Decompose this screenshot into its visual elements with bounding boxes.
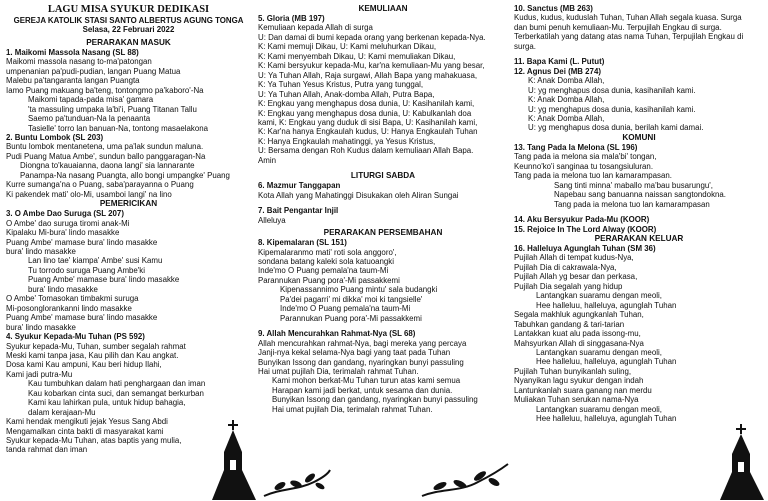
text-line: Maikomi massola nasang to-ma'patongan: [6, 57, 152, 67]
text-line: Hee halleluu, halleluya, agunglah Tuhan: [536, 300, 677, 310]
text-line: Lantangkan suaramu dengan meoli,: [536, 291, 662, 301]
section-heading: PERARAKAN PERSEMBAHAN: [323, 228, 443, 238]
song-title: 1. Maikomi Massola Nasang (SL 88): [6, 47, 139, 57]
text-line: Syukur kepada-Mu, Tuhan, sumber segalah rahmat: [6, 341, 186, 351]
text-line: Lan lino tae' kiampa' Ambe' susi Kamu: [28, 256, 163, 266]
text-line: Tang pada ia melona sia mala'bi' tongan,: [514, 152, 657, 162]
song-title: 11. Bapa Kami (L. Putut): [514, 57, 605, 67]
text-line: U: yg menghapus dosa dunia, kasihanilah kami.: [528, 104, 696, 114]
text-line: Malebu pa'tangaranta langan Puangta: [6, 76, 140, 86]
text-line: Hai umat pujilah Dia, terimalah rahmat Tuhan.: [258, 366, 419, 376]
song-title: Selasa, 22 Februari 2022: [82, 25, 175, 35]
text-line: Kota Allah yang Mahatinggi Disukakan oleh Aliran Sungai: [258, 190, 459, 200]
song-title: 14. Aku Bersyukur Pada-Mu (KOOR): [514, 215, 650, 225]
text-line: K: Anak Domba Allah,: [528, 113, 605, 123]
text-line: Syukur kepada-Mu Tuhan, atas baptis yang mulia,: [6, 436, 182, 446]
text-line: Bunyikan Issong dan gandang, nyaringkan bunyi passuling: [258, 357, 464, 367]
song-title: 16. Halleluya Agunglah Tuhan (SM 36): [514, 243, 656, 253]
text-line: Parannukan Puang pora'-Mi passakkemi: [280, 313, 422, 323]
text-line: U: yg menghapus dosa dunia, berilah kami damai.: [528, 123, 704, 133]
song-title: 4. Syukur Kepada-Mu Tuhan (PS 592): [6, 332, 145, 342]
text-line: Kipalaku Mi-bura' lindo masakke: [6, 228, 120, 238]
column-left: [6, 4, 251, 455]
text-line: sondana batang kaleki sola katuoangki: [258, 256, 394, 266]
section-heading: KEMULIAAN: [358, 4, 408, 13]
text-line: umpenanian pa'pudi-pudian, langan Puang Matua: [6, 66, 181, 76]
text-line: U: Bersama dengan Roh Kudus dalam kemuliaan Allah Bapa.: [258, 146, 474, 156]
vine-ornament-icon: [420, 462, 510, 500]
section-heading: LITURGI SABDA: [350, 171, 416, 181]
text-line: Mengamalkan cinta bakti di masyarakat kami: [6, 426, 164, 436]
text-line: Panampa-Na nasang Puangta, allo bongi umpangke' Puang: [20, 170, 230, 180]
text-line: Kipemalaranmo mati' roti sola anggoro',: [258, 247, 397, 257]
text-line: Kipenassannimo Puang mintu' sala budangki: [280, 285, 438, 295]
text-line: Allah mencurahkan rahmat-Nya, bagi mereka yang percaya: [258, 338, 467, 348]
text-line: Amin: [258, 155, 276, 165]
text-line: Pujilah Dia segalah yang hidup: [514, 281, 623, 291]
text-line: dan bumi penuh kemuliaan-Mu. Terpujilah Engkau di surga.: [514, 22, 722, 32]
text-line: Puang Ambe' mamase bura' lindo masakke: [6, 237, 158, 247]
text-line: Kemuliaan kepada Allah di surga: [258, 23, 373, 33]
section-heading: PEMERICIKAN: [99, 199, 158, 209]
text-line: Lantangkan suaramu dengan meoli,: [536, 404, 662, 414]
text-line: Kau kobarkan cinta suci, dan semangat berkurban: [28, 388, 204, 398]
text-line: Kudus, kudus, kuduslah Tuhan, Tuhan Allah segala kuasa. Surga: [514, 13, 742, 23]
song-title: 9. Allah Mencurahkan Rahmat-Nya (SL 68): [258, 329, 416, 339]
vine-ornament-icon: [262, 468, 332, 500]
text-line: Hai umat pujilah Dia, terimalah rahmat Tuhan.: [272, 404, 433, 414]
text-line: Kurre sumanga'na o Puang, saba'parayanna o Puang: [6, 180, 194, 190]
song-title: 6. Mazmur Tanggapan: [258, 181, 341, 191]
document-title: LAGU MISA SYUKUR DEDIKASI: [47, 4, 210, 15]
song-title: 5. Gloria (MB 197): [258, 14, 325, 23]
song-title: 12. Agnus Dei (MB 274): [514, 66, 601, 76]
text-line: K: Kami bersyukur kepada-Mu, kar'na kemuliaan-Mu yang besar,: [258, 61, 485, 71]
text-line: U: Ya Tuhan Allah, Raja surgawi, Allah Bapa yang mahakuasa,: [258, 70, 478, 80]
text-line: Pa'dei pagarri' mi dikka' moi ki tangsielle': [280, 294, 423, 304]
text-line: Pujilah Tuhan bunyikanlah suling,: [514, 366, 632, 376]
text-line: 'ta massuling umpaka la'bi'i, Puang Titanan Tallu: [28, 104, 197, 114]
text-line: Buntu lombok mentanetena, uma pa'lak sundun maluna.: [6, 142, 204, 152]
text-line: Janji-nya kekal selama-Nya bagi yang taat pada Tuhan: [258, 348, 451, 358]
text-line: Nyanyikan lagu syukur dengan indah: [514, 376, 644, 386]
text-line: Puang Ambe' mamase bura' lindo masakke: [28, 275, 180, 285]
text-line: Saemo pa'tunduan-Na la penaanta: [28, 114, 151, 124]
column-right: [514, 4, 764, 424]
text-line: Pudi Puang Matua Ambe', sundun ballo panggaragan-Na: [6, 151, 206, 161]
song-title: GEREJA KATOLIK STASI SANTO ALBERTUS AGUNG TONGA: [13, 16, 244, 25]
text-line: bura' lindo masakke: [6, 246, 76, 256]
song-title: 7. Bait Pengantar Injil: [258, 206, 339, 216]
church-icon: [212, 420, 256, 500]
song-title: 10. Sanctus (MB 263): [514, 4, 593, 13]
song-title: 15. Rejoice In The Lord Alway (KOOR): [514, 224, 657, 234]
text-line: K: Kar'na hanya Engkaulah kudus, U: Hanya Engkaulah Tuhan: [258, 127, 478, 137]
text-line: K: Anak Domba Allah,: [528, 95, 605, 105]
text-line: Tang pada ia melona tuo lan kamarampasan.: [514, 171, 672, 181]
text-line: K: Hanya Engkaulah mahatinggi, ya Yesus Kristus,: [258, 136, 436, 146]
text-line: O Ambe' Tomasokan timbakmi suruga: [6, 294, 139, 304]
text-line: Mi-posonglorankanni lindo masakke: [6, 303, 132, 313]
text-line: K: Kami menyembah Dikau, U: Kami memuliakan Dikau,: [258, 51, 456, 61]
text-line: Sang tinti minna' maballo ma'bau busarungu',: [554, 180, 713, 190]
text-line: bura' lindo masakke: [28, 284, 98, 294]
text-line: Kami mohon berkat-Mu Tuhan turun atas kami semua: [272, 376, 461, 386]
text-line: Kami hendak mengikuti jejak Yesus Sang Abdi: [6, 417, 168, 427]
text-line: Terberkatilah yang datang atas nama Tuhan, Terpujilah Engkau di: [514, 32, 744, 42]
text-line: U: Dan damai di bumi kepada orang yang berkenan kepada-Nya.: [258, 32, 486, 42]
text-line: Kau tumbuhkan dalam hati penghargaan dan iman: [28, 379, 206, 389]
text-line: K: Kami memuji Dikau, U: Kami meluhurkan Dikau,: [258, 42, 437, 52]
text-line: U: yg menghapus dosa dunia, kasihanilah kami.: [528, 85, 696, 95]
text-line: Lantakkan kuat alu pada issong-mu,: [514, 329, 641, 339]
text-line: Mahsyurkan Allah di singgasana-Nya: [514, 338, 644, 348]
text-line: kami, K: Engkau yang duduk di sisi Bapa, U: Kasihanilah kami,: [258, 117, 478, 127]
text-line: Alleluya: [258, 215, 286, 225]
text-line: bura' lindo masakke: [6, 322, 76, 332]
text-line: O Ambe' dao suruga tiromi anak-Mi: [6, 218, 130, 228]
text-line: Kami jadi putra-Mu: [6, 369, 73, 379]
text-line: dalam kerajaan-Mu: [28, 407, 96, 417]
text-line: Dosa kami Kau ampuni, Kau beri hidup Ilahi,: [6, 360, 162, 370]
text-line: Hee halleluu, halleluya, agunglah Tuhan: [536, 414, 677, 424]
text-line: Puang Ambe' mamase bura' lindo masakke: [6, 313, 158, 323]
text-line: Parannukan Puang pora'-Mi passakkemi: [258, 275, 400, 285]
text-line: U: Ya Tuhan Allah, Anak-domba Allah, Putra Bapa,: [258, 89, 435, 99]
text-line: K: Anak Domba Allah,: [528, 76, 605, 86]
text-line: Inde'mo O Puang pemala'na taum-Mi: [280, 304, 411, 314]
section-heading: KOMUNI: [622, 132, 656, 142]
text-line: Napebau sang banuanna naissan sangtondokna.: [554, 190, 726, 200]
text-line: Muliakan Tuhan serukan nama-Nya: [514, 395, 639, 405]
text-line: Tasielle' torro lan banuan-Na, tontong masaelakona: [28, 123, 209, 133]
text-line: Pujilah Dia di cakrawala-Nya,: [514, 262, 617, 272]
text-line: Lantunkanlah suara ganang nan merdu: [514, 385, 652, 395]
song-title: 8. Kipemalaran (SL 151): [258, 238, 347, 248]
song-title: 3. O Ambe Dao Suruga (SL 207): [6, 209, 124, 219]
text-line: K: Engkau yang menghapus dosa dunia, U: Kabulkanlah doa: [258, 108, 472, 118]
text-line: Bunyikan Issong dan gandang, nyaringkan bunyi passuling: [272, 395, 478, 405]
text-line: surga.: [514, 41, 536, 51]
text-line: Iamo Puang makuang ba'teng, tontongmo pa'kaboro'-Na: [6, 85, 204, 95]
text-line: Lantangkan suaramu dengan meoli,: [536, 347, 662, 357]
text-line: Hee halleluu, halleluya, agunglah Tuhan: [536, 357, 677, 367]
section-heading: PERARAKAN MASUK: [86, 37, 171, 47]
text-line: Keunno'ko'i sanginaa tu tosangsiuluran.: [514, 161, 654, 171]
text-line: K: Ya Tuhan Yesus Kristus, Putra yang tunggal,: [258, 80, 424, 90]
text-line: Diongna to'kauaianna, daona langi' sia lannarante: [20, 161, 195, 171]
text-line: Ki pakendek mati' olo-Mi, usamboi langi' na lino: [6, 189, 172, 199]
church-icon: [720, 424, 764, 500]
text-line: Kami kau lahirkan pula, untuk hidup bahagia,: [28, 398, 186, 408]
section-heading: PERARAKAN KELUAR: [594, 233, 684, 243]
text-line: Harapan kami jadi berkat, untuk sesama dan dunia.: [272, 385, 453, 395]
text-line: Pujilah Allah di tempat kudus-Nya,: [514, 253, 634, 263]
text-line: Segala makhluk agungkanlah Tuhan,: [514, 310, 644, 320]
text-line: Pujilah Allah yg besar dan perkasa,: [514, 272, 638, 282]
text-line: tanda rahmat dan iman: [6, 445, 88, 455]
text-line: Tabuhkan gandang & tari-tarian: [514, 319, 625, 329]
column-middle: [258, 4, 508, 414]
text-line: Tang pada ia melona tuo lan kamarampasan: [554, 199, 710, 209]
song-title: 2. Buntu Lombok (SL 203): [6, 132, 104, 142]
text-line: Maikomi tapada-pada misa' gamara: [28, 95, 154, 105]
text-line: Inde'mo O Puang pemala'na taum-Mi: [258, 266, 389, 276]
text-line: Tu torrodo suruga Puang Ambe'ki: [28, 265, 146, 275]
text-line: K: Engkau yang menghapus dosa dunia, U: Kasihanilah kami,: [258, 99, 475, 109]
song-title: 13. Tang Pada Ia Melona (SL 196): [514, 142, 638, 152]
text-line: Meski kami tanpa jasa, Kau pilih dan Kau angkat.: [6, 350, 179, 360]
